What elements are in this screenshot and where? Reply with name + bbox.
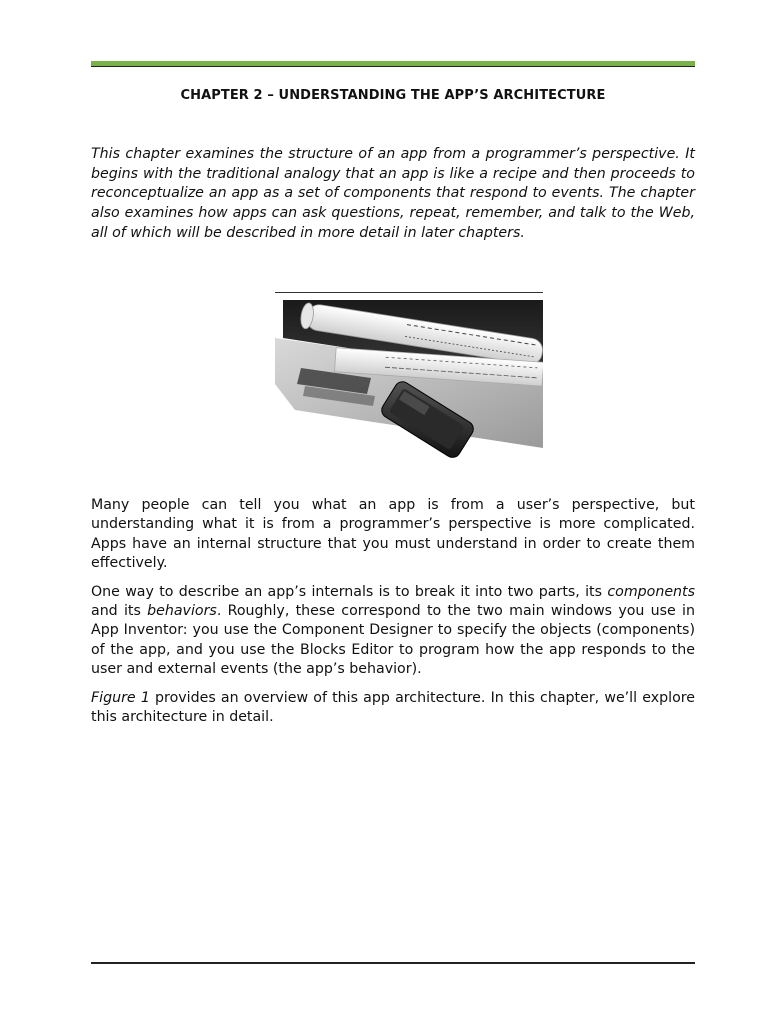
chapter-title: CHAPTER 2 – UNDERSTANDING THE APP’S ARCHITECTURE [180, 88, 606, 103]
laptop-blueprints-phone-photo-icon [275, 298, 543, 458]
body-paragraph-2-text-e: . Roughly, these correspond to the two main windows you use in App Inventor: you use the Component Designer to specify the objects (components) of the app, and you use the Blocks Editor to program how the app responds to the user and external events (the app’s behavior). [91, 603, 695, 678]
chapter-body [91, 496, 695, 736]
chapter-intro: This chapter examines the structure of an app from a programmer’s perspective. It begins with the traditional analogy that an app is like a recipe and then proceeds to reconceptualize an app as a set of components that respond to events. The chapter also examines how apps can ask questions, repeat, remember, and talk to the Web, all of which will be described in more detail in later chapters. [91, 146, 695, 241]
components-term: components [607, 583, 695, 600]
body-paragraph-3 [91, 689, 695, 728]
header-rule [91, 61, 695, 66]
body-paragraph-2-text-a: One way to describe an app’s internals is to break it into two parts, its [91, 583, 608, 600]
behaviors-term: behaviors [147, 603, 217, 620]
body-paragraph-2-text-c: and its [91, 603, 148, 620]
body-paragraph-1: Many people can tell you what an app is from a user’s perspective, but understanding what it is from a programmer’s perspective is more complicated. Apps have an internal structure that you must understand in order to create them effectively. [91, 497, 695, 572]
footer-rule [91, 962, 695, 964]
figure-top-rule [275, 292, 543, 293]
figure-reference: Figure 1 [91, 689, 150, 706]
body-paragraph-3-text: provides an overview of this app architecture. In this chapter, we’ll explore this architecture in detail. [91, 689, 695, 726]
body-paragraph-2 [91, 583, 695, 680]
